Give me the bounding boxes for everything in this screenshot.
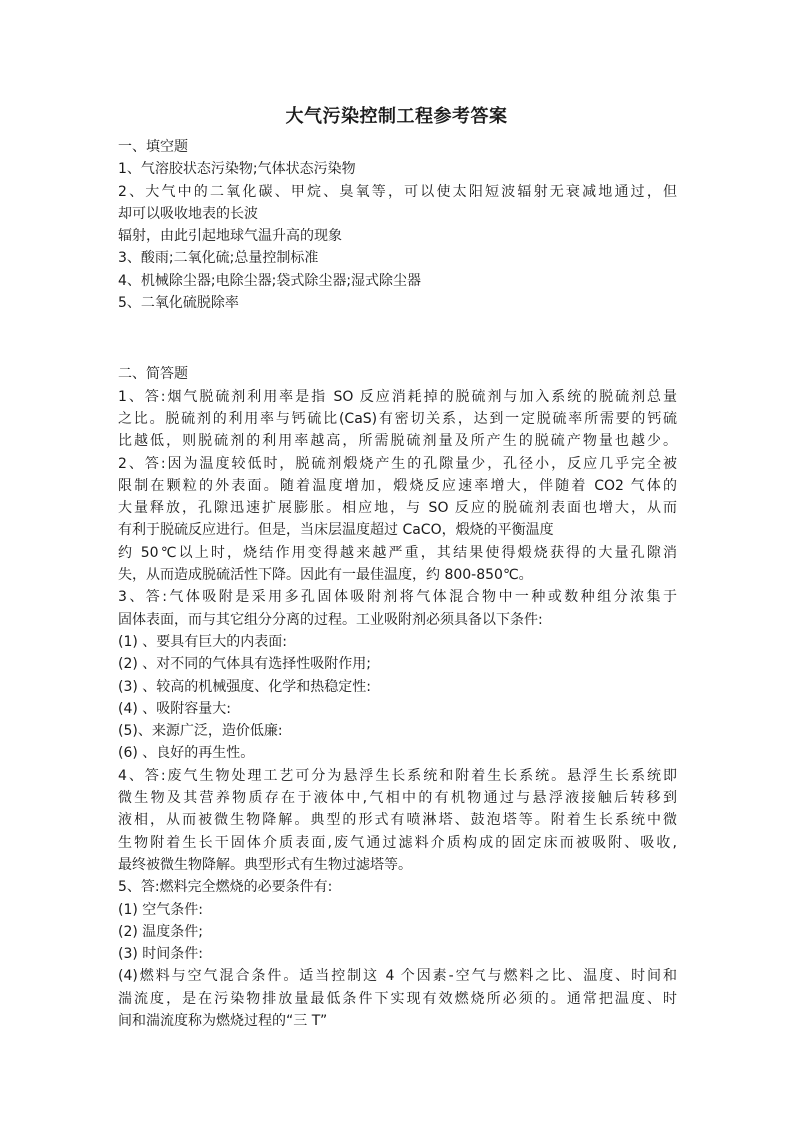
text-line: 湍流度，是在污染物排放量最低条件下实现有效燃烧所必须的。通常把温度、时 bbox=[118, 990, 677, 1007]
text-line: (3) 时间条件: bbox=[118, 946, 203, 963]
text-line: 辐射，由此引起地球气温升高的现象 bbox=[118, 228, 342, 245]
text-line: 间和湍流度称为燃烧过程的“三 T” bbox=[118, 1012, 328, 1029]
text-line: (1) 空气条件: bbox=[118, 901, 203, 918]
text-line: 之比。脱硫剂的利用率与钙硫比(CaS)有密切关系，达到一定脱硫率所需要的钙硫 bbox=[118, 410, 677, 427]
text-line: 比越低，则脱硫剂的利用率越高，所需脱硫剂量及所产生的脱硫产物量也越少。 bbox=[118, 433, 677, 450]
text-line: 3、酸雨;二氧化硫;总量控制标准 bbox=[118, 250, 319, 267]
text-line: 2、大气中的二氧化碳、甲烷、臭氧等，可以使太阳短波辐射无衰减地通过，但 bbox=[118, 183, 677, 200]
text-line: 3、答:气体吸附是采用多孔固体吸附剂将气体混合物中一种或数种组分浓集于 bbox=[118, 589, 677, 606]
text-line: 大量释放，孔隙迅速扩展膨胀。相应地，与 SO 反应的脱硫剂表面也增大，从而 bbox=[118, 500, 677, 517]
section-gap bbox=[118, 314, 677, 363]
text-line: 失，从而造成脱硫活性下降。因此有一最佳温度，约 800-850℃。 bbox=[118, 567, 533, 584]
text-line: 微生物及其营养物质存在于液体中,气相中的有机物通过与悬浮液接触后转移到 bbox=[118, 790, 677, 807]
text-line: 5、答:燃料完全燃烧的必要条件有: bbox=[118, 879, 333, 896]
text-line: (1) 、要具有巨大的内表面: bbox=[118, 633, 287, 650]
text-line: 2、答:因为温度较低时，脱硫剂煅烧产生的孔隙量少，孔径小，反应几乎完全被 bbox=[118, 455, 677, 472]
text-line: (4) 、吸附容量大: bbox=[118, 700, 231, 717]
section-heading-short-answer: 二、简答题 bbox=[118, 366, 188, 383]
text-line: 约 50℃以上时，烧结作用变得越来越严重，其结果使得煅烧获得的大量孔隙消 bbox=[118, 544, 677, 561]
text-line: 1、答:烟气脱硫剂利用率是指 SO 反应消耗掉的脱硫剂与加入系统的脱硫剂总量 bbox=[118, 388, 677, 405]
text-line: 4、答:废气生物处理工艺可分为悬浮生长系统和附着生长系统。悬浮生长系统即 bbox=[118, 767, 677, 784]
text-line: (5)、来源广泛，造价低廉: bbox=[118, 723, 283, 740]
text-line: 液相，从而被微生物降解。典型的形式有喷淋塔、鼓泡塔等。附着生长系统中微 bbox=[118, 812, 677, 829]
text-line: (4)燃料与空气混合条件。适当控制这 4 个因素-空气与燃料之比、温度、时间和 bbox=[118, 968, 677, 985]
document-body bbox=[118, 136, 677, 1032]
text-line: 限制在颗粒的外表面。随着温度增加，煅烧反应速率增大，伴随着 CO2 气体的 bbox=[118, 477, 677, 494]
text-line: 固体表面，而与其它组分分离的过程。工业吸附剂必须具备以下条件: bbox=[118, 611, 543, 628]
text-line: 5、二氧化硫脱除率 bbox=[118, 295, 239, 312]
text-line: (2) 、对不同的气体具有选择性吸附作用; bbox=[118, 656, 371, 673]
section-heading-fill-in: 一、填空题 bbox=[118, 139, 188, 155]
text-line: 有利于脱硫反应进行。但是，当床层温度超过 CaCO，煅烧的平衡温度 bbox=[118, 522, 554, 539]
text-line: 生物附着生长干固体介质表面,废气通过滤料介质构成的固定床而被吸附、吸收, bbox=[118, 834, 677, 851]
text-line: 最终被微生物降解。典型形式有生物过滤塔等。 bbox=[118, 856, 412, 873]
text-line: (3) 、较高的机械强度、化学和热稳定性: bbox=[118, 678, 371, 695]
text-line: (6) 、良好的再生性。 bbox=[118, 745, 255, 762]
document-title: 大气污染控制工程参考答案 bbox=[285, 106, 508, 127]
section-short-answers bbox=[118, 386, 677, 1033]
text-line: 4、机械除尘器;电除尘器;袋式除尘器;湿式除尘器 bbox=[118, 272, 422, 289]
section-fill-in-answers bbox=[118, 158, 677, 314]
text-line: 却可以吸收地表的长波 bbox=[118, 205, 258, 222]
text-line: (2) 温度条件; bbox=[118, 923, 203, 940]
text-line: 1、气溶胶状态污染物;气体状态污染物 bbox=[118, 161, 356, 178]
